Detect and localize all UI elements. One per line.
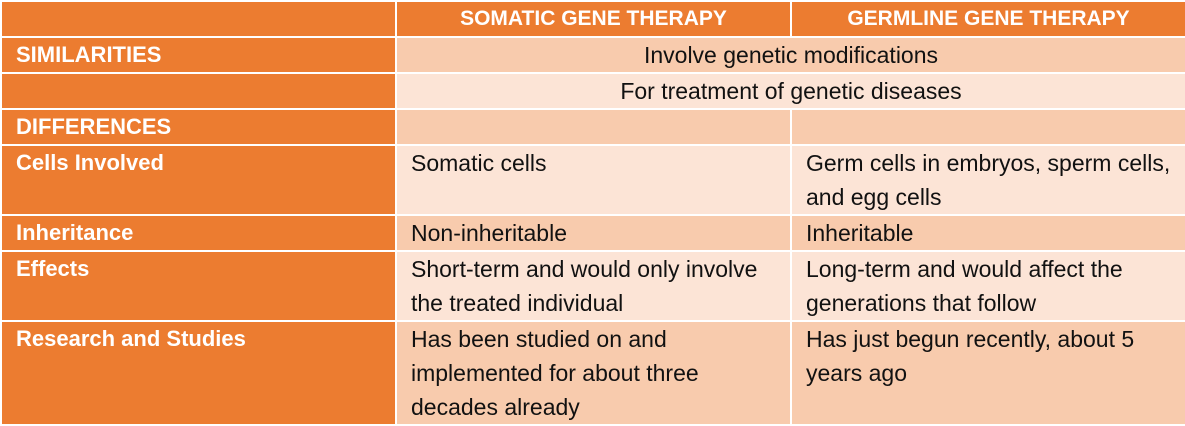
row-label: Research and Studies [1,321,396,425]
somatic-cell: Non-inheritable [396,215,791,251]
header-corner-cell [1,1,396,37]
differences-header-row [1,109,1185,145]
similarity-row [1,73,1185,109]
similarities-label-continued [1,73,396,109]
row-label: Cells Involved [1,145,396,215]
somatic-cell: Has been studied on and implemented for about three decades already [396,321,791,425]
somatic-cell: Short-term and would only involve the treated individual [396,251,791,321]
difference-row [1,145,1185,215]
similarity-row [1,37,1185,73]
header-row [1,1,1185,37]
difference-row [1,321,1185,425]
similarity-item: Involve genetic modifications [396,37,1185,73]
column-header-somatic: SOMATIC GENE THERAPY [396,1,791,37]
difference-row [1,215,1185,251]
germline-cell: Germ cells in embryos, sperm cells, and egg cells [791,145,1185,215]
column-header-germline: GERMLINE GENE THERAPY [791,1,1185,37]
germline-cell: Inheritable [791,215,1185,251]
germline-cell: Has just begun recently, about 5 years ago [791,321,1185,425]
somatic-cell: Somatic cells [396,145,791,215]
empty-cell [791,109,1185,145]
difference-row [1,251,1185,321]
row-label: Effects [1,251,396,321]
row-label: Inheritance [1,215,396,251]
empty-cell [396,109,791,145]
differences-label: DIFFERENCES [1,109,396,145]
similarity-item: For treatment of genetic diseases [396,73,1185,109]
germline-cell: Long-term and would affect the generations that follow [791,251,1185,321]
similarities-label: SIMILARITIES [1,37,396,73]
